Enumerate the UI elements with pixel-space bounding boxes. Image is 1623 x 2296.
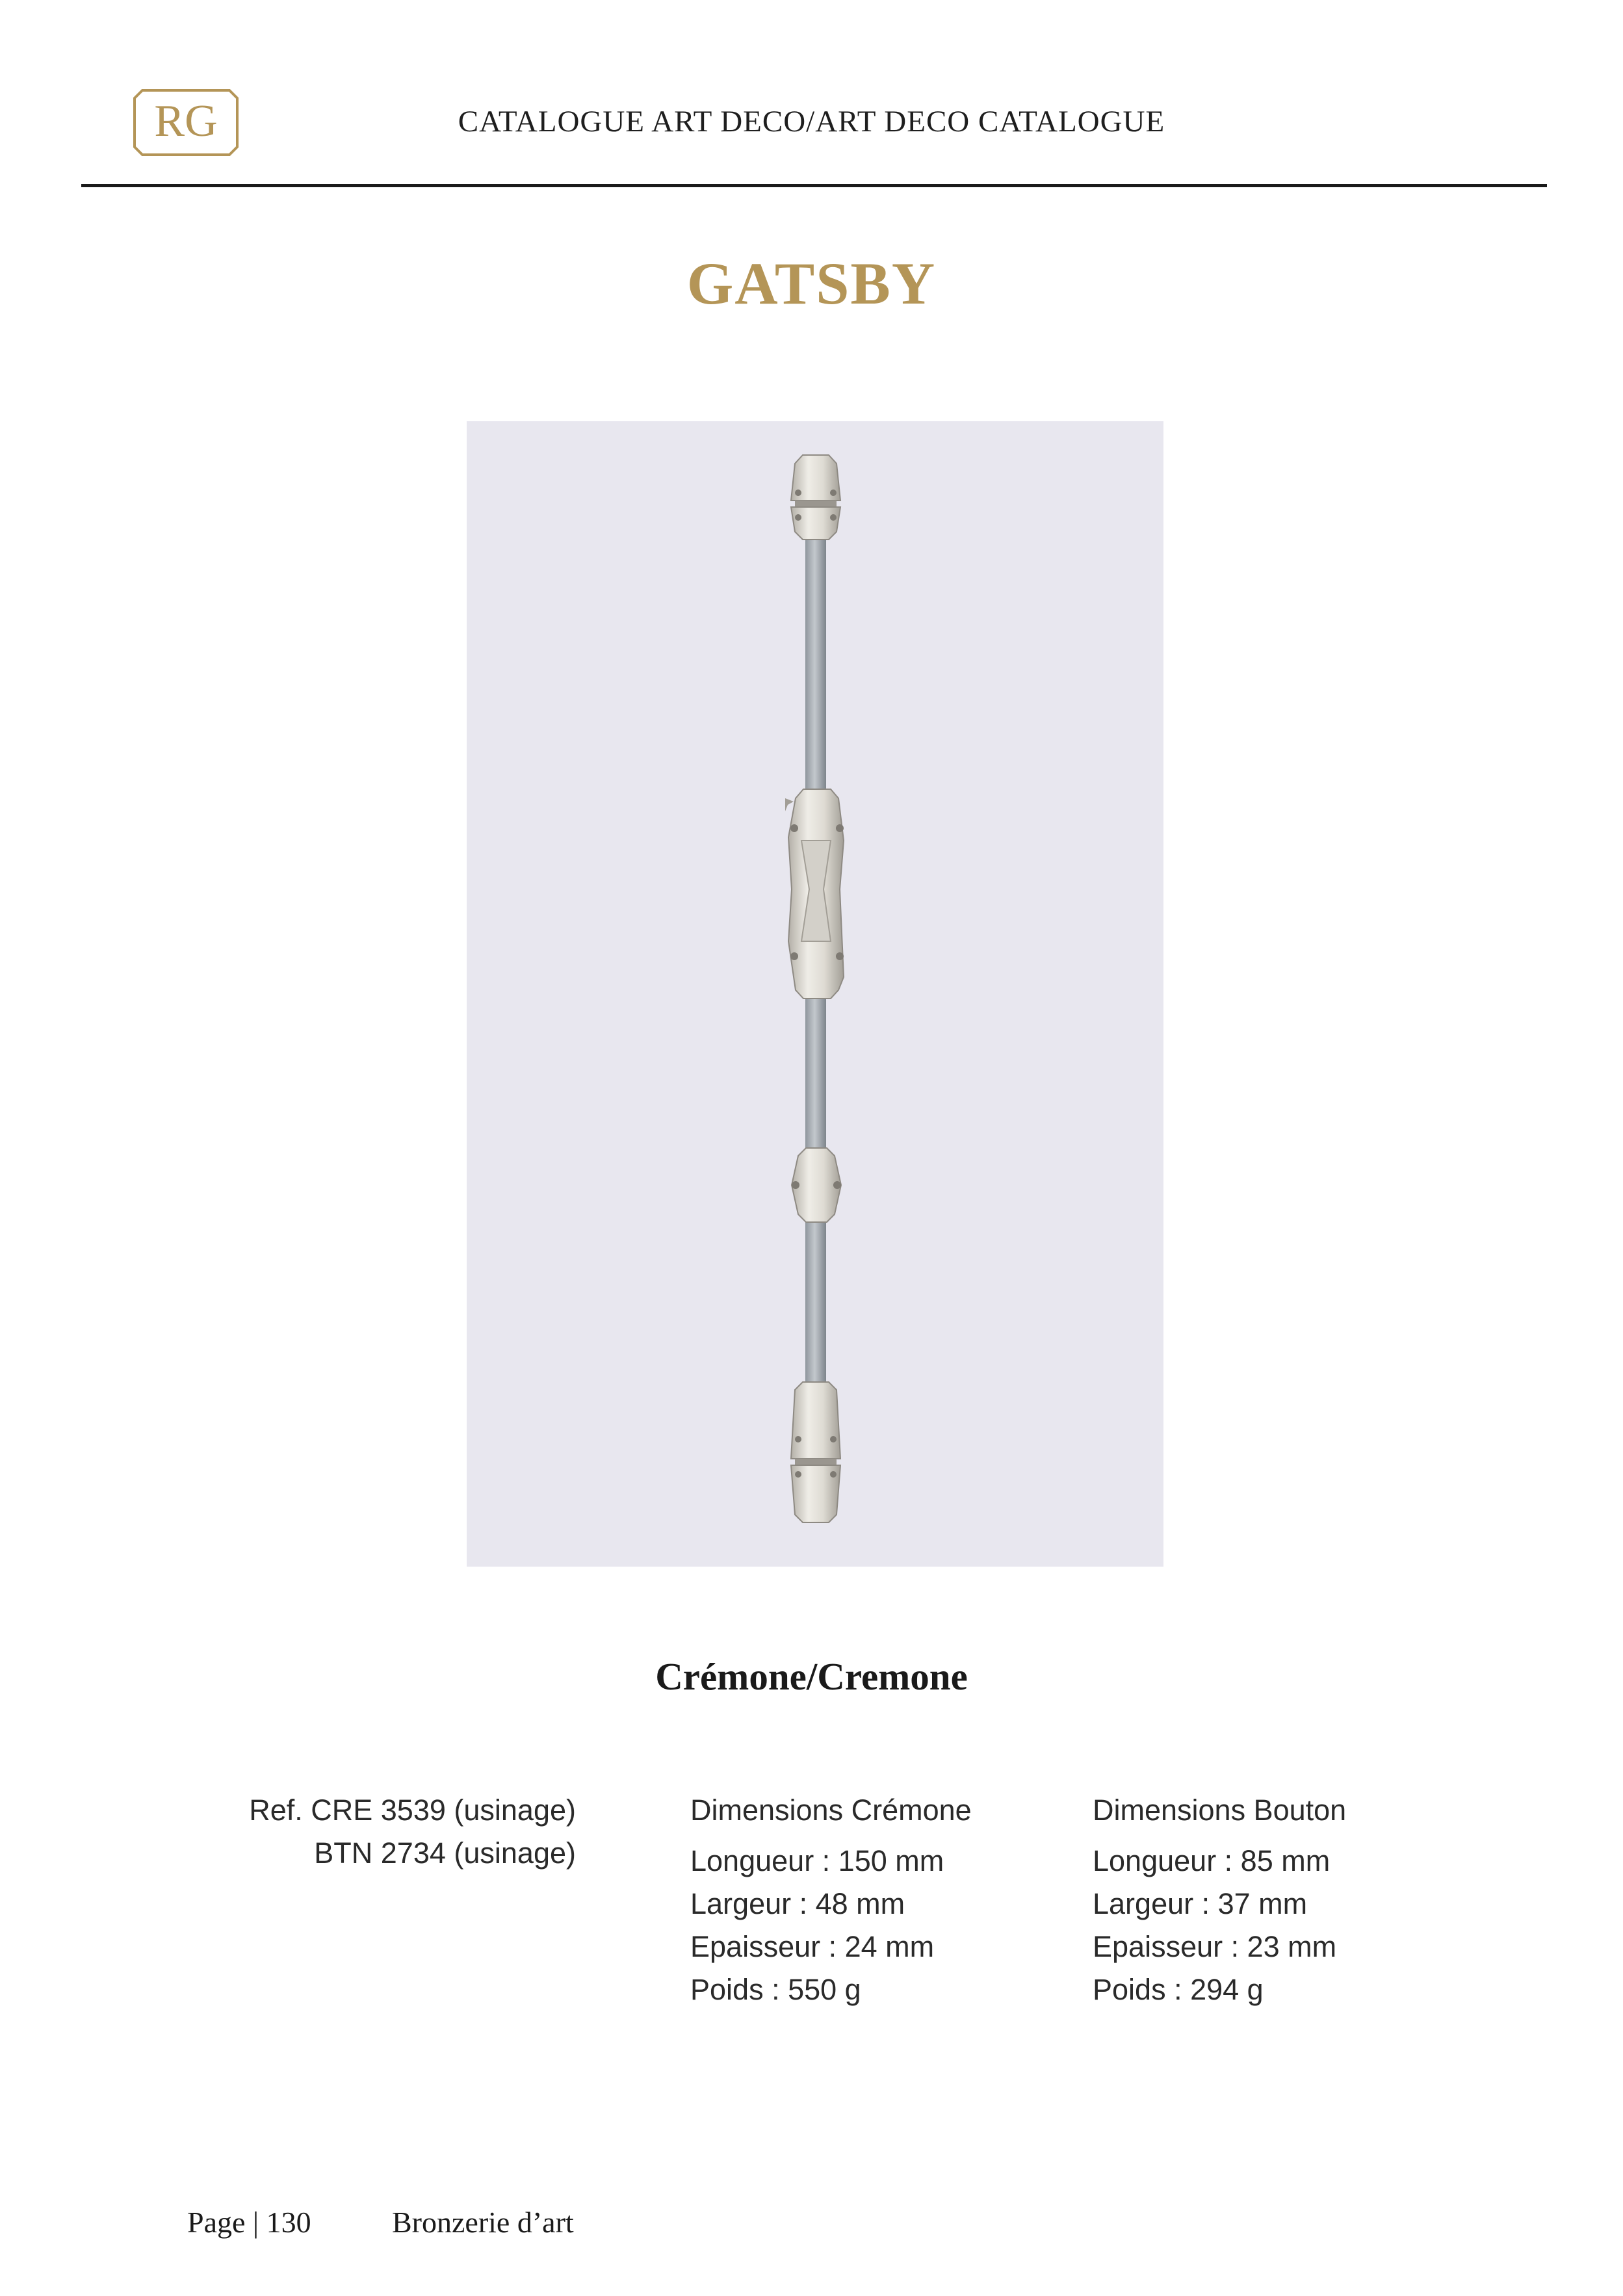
rg-logo-lettering: RG: [154, 96, 218, 146]
dimensions-bouton: [1093, 1789, 1346, 2011]
page-number: Page | 130: [187, 2206, 311, 2239]
product-name: GATSBY: [686, 250, 937, 317]
bouton-thickness: Epaisseur : 23 mm: [1093, 1930, 1337, 1963]
rod-guide: [792, 1148, 841, 1222]
product-photo: [467, 421, 1163, 1567]
bottom-end-cap: [791, 1382, 840, 1522]
catalogue-title: CATALOGUE ART DECO/ART DECO CATALOGUE: [458, 105, 1165, 138]
cremone-weight: Poids : 550 g: [690, 1973, 861, 2006]
product-type: Crémone/Cremone: [655, 1655, 968, 1698]
bouton-weight: Poids : 294 g: [1093, 1973, 1264, 2006]
header-divider: [81, 184, 1547, 187]
footer-brand: Bronzerie d’art: [392, 2206, 574, 2239]
reference-cremone: Ref. CRE 3539 (usinage): [249, 1794, 576, 1827]
central-handle: [785, 789, 844, 998]
cremone-width: Largeur : 48 mm: [690, 1887, 905, 1920]
cremone-illustration: [467, 421, 1163, 1567]
dimensions-bouton-title: Dimensions Bouton: [1093, 1794, 1347, 1827]
cremone-length: Longueur : 150 mm: [690, 1844, 944, 1877]
reference-bouton: BTN 2734 (usinage): [314, 1836, 576, 1870]
dimensions-cremone: [690, 1789, 972, 2011]
cremone-thickness: Epaisseur : 24 mm: [690, 1930, 935, 1963]
bouton-width: Largeur : 37 mm: [1093, 1887, 1308, 1920]
dimensions-cremone-title: Dimensions Crémone: [690, 1794, 972, 1827]
product-references: [195, 1789, 576, 1875]
bouton-length: Longueur : 85 mm: [1093, 1844, 1331, 1877]
top-end-cap: [791, 455, 840, 540]
